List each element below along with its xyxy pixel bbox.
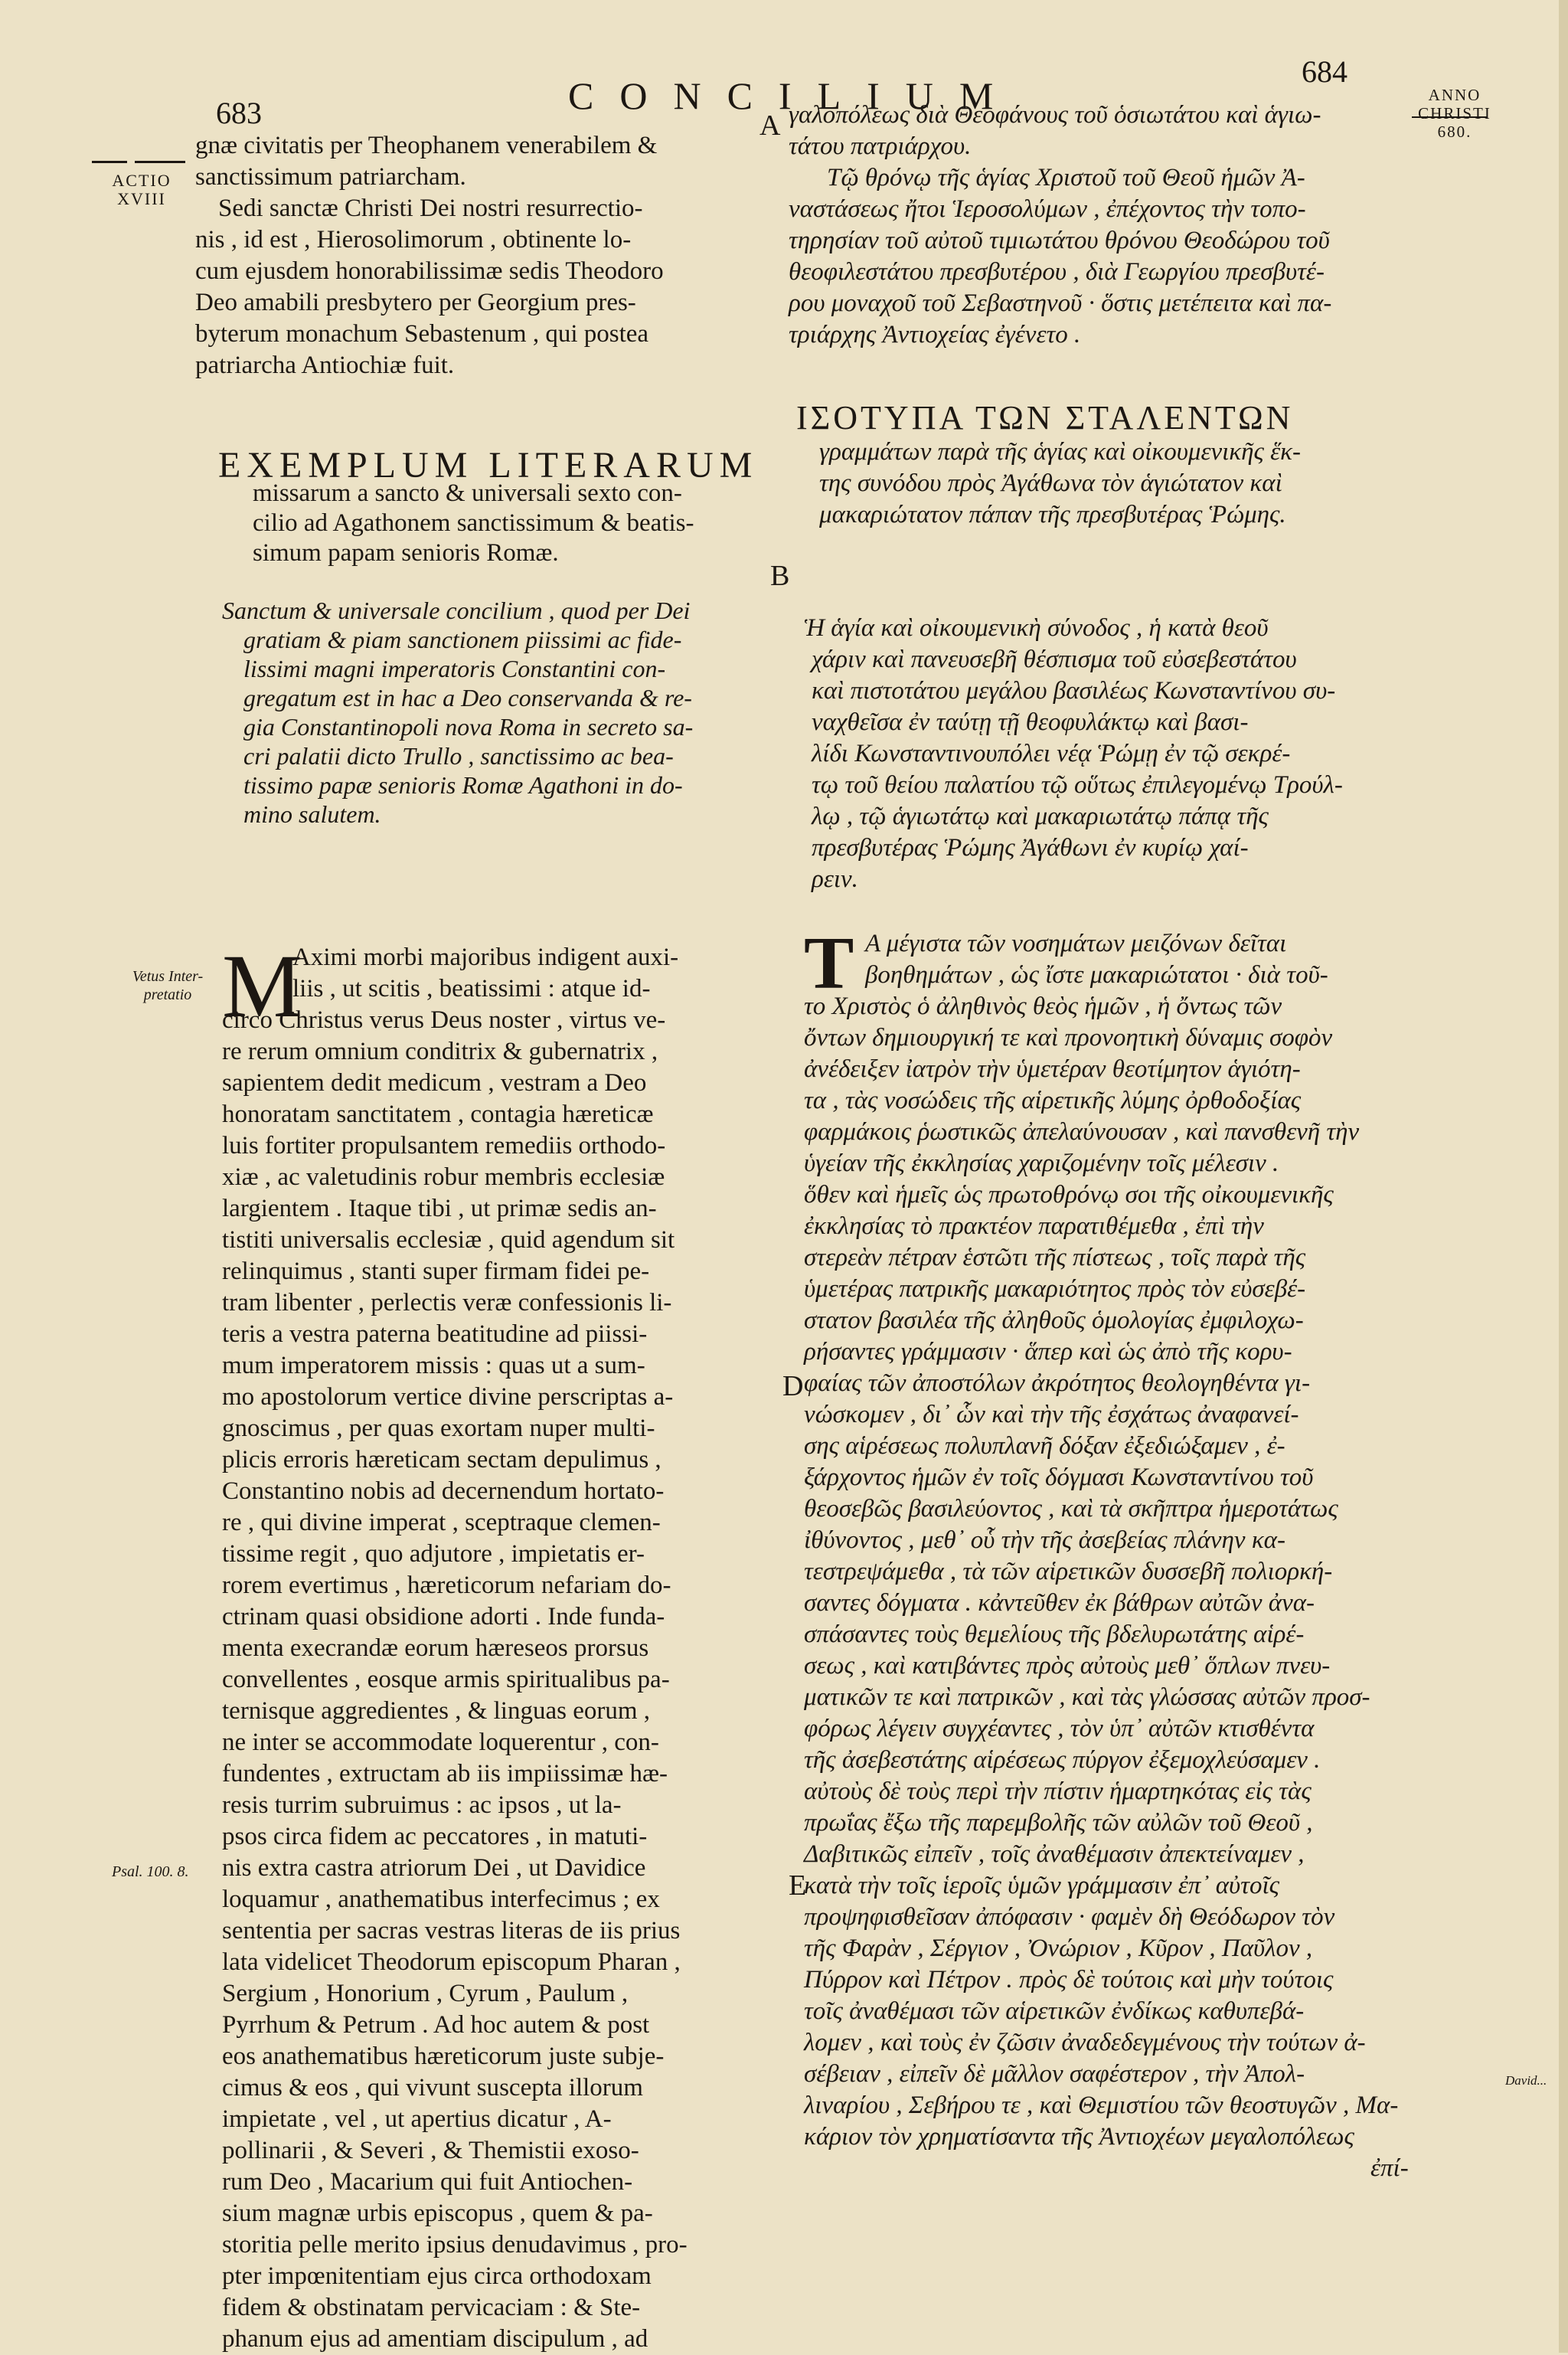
greek-line: στατον βασιλέα τῆς ἀληθοῦς ὁμολογίας ἐμφιλοχω- <box>804 1307 1304 1334</box>
latin-sub-line: cilio ad Agathonem sanctissimum & beatis- <box>253 509 694 537</box>
running-title: CONCILIUM <box>568 74 1020 117</box>
greek-heading-sub <box>819 437 1301 531</box>
greek-line: φαρμάκοις ῥωστικῶς ἀπελαύνουσαν , καὶ πανσθενῆ τὴν <box>804 1118 1360 1146</box>
latin-line: lata videlicet Theodorum episcopum Pharan , <box>222 1948 681 1976</box>
greek-line: λιναρίου , Σεβήρου τε , καὶ Θεμιστίου τῶν θεοστυγῶν , Μα- <box>804 2092 1399 2119</box>
greek-line: το Χριστὸς ὁ ἀληθινὸς θεὸς ἡμῶν , ἡ ὄντως τῶν <box>804 993 1282 1020</box>
greek-line: σπάσαντες τοὺς θεμελίους τῆς βδελυρωτάτης αἱρέ- <box>804 1621 1305 1648</box>
greek-top-block <box>789 100 1331 351</box>
actio-text: ACTIO <box>112 171 172 190</box>
latin-line: sapientem dedit medicum , vestram a Deo <box>222 1069 647 1097</box>
latin-line: impietate , vel , ut apertius dicatur , A- <box>222 2105 612 2133</box>
latin-line: honoratam sanctitatem , contagia hæreticæ <box>222 1101 654 1128</box>
christi-text: CHRISTI <box>1418 104 1491 123</box>
rule-left-1 <box>92 161 127 163</box>
vetus-line-2: pretatio <box>143 986 192 1003</box>
latin-top-line: Sedi sanctæ Christi Dei nostri resurrectio- <box>218 195 643 222</box>
latin-line: convellentes , eosque armis spiritualibus pa- <box>222 1666 670 1693</box>
greek-line: πρωΐας ἔξω τῆς παρεμβολῆς τῶν αὐλῶν τοῦ Θεοῦ , <box>804 1809 1313 1837</box>
latin-salut-line: gia Constantinopoli nova Roma in secreto sa- <box>243 713 694 741</box>
greek-top-line: Τῷ θρόνῳ τῆς ἁγίας Χριστοῦ τοῦ Θεοῦ ἡμῶν Ἀ- <box>827 164 1305 191</box>
greek-top-line: τριάρχης Ἀντιοχείας ἐγένετο . <box>789 321 1081 348</box>
greek-line: τα , τὰς νοσώδεις τῆς αἱρετικῆς λύμης ὀρθοδοξίας <box>804 1087 1302 1114</box>
greek-salut-line: ναχθεῖσα ἐν ταύτῃ τῇ θεοφυλάκτῳ καὶ βασι- <box>812 708 1249 736</box>
latin-line: loquamur , anathematibus interfecimus ; ex <box>222 1886 660 1913</box>
greek-line: στερεὰν πέτραν ἑστῶτι τῆς πίστεως , τοῖς παρὰ τῆς <box>804 1244 1306 1271</box>
binding-edge <box>1559 0 1568 2353</box>
latin-top-line: nis , id est , Hierosolimorum , obtinente lo- <box>195 226 632 253</box>
latin-top-line: gnæ civitatis per Theophanem venerabilem & <box>195 132 658 159</box>
latin-line: Constantino nobis ad decernendum hortato- <box>222 1477 665 1505</box>
latin-line: pollinarii , & Severi , & Themistii exoso- <box>222 2137 639 2164</box>
greek-salutation <box>804 613 1343 895</box>
greek-line: σαντες δόγματα . κἀντεῦθεν ἐκ βάθρων αὐτῶν ἀνα- <box>804 1589 1315 1617</box>
greek-top-line: τηρησίαν τοῦ αὐτοῦ τιμιωτάτου θρόνου Θεοδώρου τοῦ <box>789 227 1330 254</box>
latin-line: menta execrandæ eorum hæreseos prorsus <box>222 1634 649 1662</box>
greek-salut-line: ρειν. <box>812 865 858 893</box>
latin-line: largientem . Itaque tibi , ut primæ sedis an- <box>222 1195 657 1222</box>
greek-line: τῆς ἀσεβεστάτης αἱρέσεως πύργον ἐξεμοχλεύσαμεν . <box>804 1746 1321 1774</box>
section-letter-e: E <box>789 1869 807 1902</box>
greek-line: Α μέγιστα τῶν νοσημάτων μειζόνων δεῖται <box>865 930 1287 957</box>
latin-line: fidem & obstinatam pervicaciam : & Ste- <box>222 2294 641 2321</box>
latin-line: nis extra castra atriorum Dei , ut Davidice <box>222 1854 646 1882</box>
year-text: 680. <box>1437 123 1472 141</box>
greek-line: ὑμετέρας πατρικῆς μακαριότητος πρὸς τὸν εὐσεβέ- <box>804 1275 1306 1303</box>
latin-line: resis turrim subruimus : ac ipsos , ut la- <box>222 1791 622 1819</box>
latin-line: gnoscimus , per quas exortam nuper multi- <box>222 1415 655 1442</box>
greek-top-line: τάτου πατριάρχου. <box>789 132 972 160</box>
latin-line: teris a vestra paterna beatitudine ad piissi- <box>222 1320 648 1348</box>
latin-top-block <box>195 130 664 381</box>
greek-sub-line: της συνόδου πρὸς Ἀγάθωνα τὸν ἁγιώτατον καὶ <box>819 469 1282 497</box>
latin-line: psos circa fidem ac peccatores , in matuti- <box>222 1823 648 1850</box>
section-letter-a: A <box>760 110 781 142</box>
latin-sub-line: missarum a sancto & universali sexto con- <box>253 479 682 507</box>
latin-line: relinquimus , stanti super firmam fidei pe- <box>222 1258 650 1285</box>
greek-salut-line: καὶ πιστοτάτου μεγάλου βασιλέως Κωνσταντίνου συ- <box>812 677 1336 705</box>
latin-drop-cap: M <box>222 936 302 1036</box>
greek-top-line: γαλοπόλεως διὰ Θεοφάνους τοῦ ὁσιωτάτου καὶ ἁγιω- <box>789 101 1321 129</box>
latin-line: tram libenter , perlectis veræ confessionis li- <box>222 1289 672 1317</box>
latin-line: sium magnæ urbis episcopus , quem & pa- <box>222 2200 653 2227</box>
latin-line: Aximi morbi majoribus indigent auxi- <box>292 944 679 971</box>
greek-line: ξάρχοντος ἡμῶν ἐν τοῖς δόγμασι Κωνσταντίνου τοῦ <box>804 1464 1314 1491</box>
latin-main-text <box>222 936 688 2355</box>
greek-line: αὐτοὺς δὲ τοὺς περὶ τὴν πίστιν ἡμαρτηκότας εἰς τὰς <box>804 1778 1312 1805</box>
greek-line: σέβειαν , εἰπεῖν δὲ μᾶλλον σαφέστερον , τὴν Ἀπολ- <box>804 2060 1305 2088</box>
greek-top-line: θεοφιλεστάτου πρεσβυτέρου , διὰ Γεωργίου πρεσβυτέ- <box>789 258 1325 286</box>
greek-line: Δαβιτικῶς εἰπεῖν , τοῖς ἀναθέμασιν ἀπεκτείναμεν , <box>804 1840 1305 1868</box>
greek-salut-line: λίδι Κωνσταντινουπόλει νέᾳ Ῥώμῃ ἐν τῷ σεκρέ- <box>812 740 1291 767</box>
latin-salut-line: cri palatii dicto Trullo , sanctissimo ac bea- <box>243 742 674 770</box>
latin-line: storitia pelle merito ipsius denudavimus , pro- <box>222 2231 688 2259</box>
page-number-right: 684 <box>1302 54 1348 89</box>
section-letter-d: D <box>782 1370 804 1402</box>
latin-line: xiæ , ac valetudinis robur membris ecclesiæ <box>222 1163 665 1191</box>
latin-salut-line: gratiam & piam sanctionem piissimi ac fide- <box>243 626 682 653</box>
greek-line: ὑγείαν τῆς ἐκκλησίας χαριζομένην τοῖς μέλεσιν . <box>804 1150 1279 1177</box>
greek-line: ὅθεν καὶ ἡμεῖς ὡς πρωτοθρόνῳ σοι τῆς οἰκουμενικῆς <box>804 1181 1334 1209</box>
greek-line: νώσκομεν , δι᾽ ὧν καὶ τὴν τῆς ἐσχάτως ἀναφανεί- <box>804 1401 1299 1428</box>
anno-text: ANNO <box>1428 86 1481 104</box>
latin-line: fundentes , extructam ab iis impiissimæ hæ- <box>222 1760 668 1788</box>
greek-main-text <box>804 922 1409 2184</box>
psalm-reference: Psal. 100. 8. <box>112 1863 189 1880</box>
greek-line: σεως , καὶ κατιβάντες πρὸς αὐτοὺς μεθ᾽ ὅπλων πνευ- <box>804 1652 1331 1680</box>
page-number-left: 683 <box>216 96 262 130</box>
latin-salut-line: gregatum est in hac a Deo conservanda & re- <box>243 684 692 711</box>
latin-line: Pyrrhum & Petrum . Ad hoc autem & post <box>222 2011 650 2039</box>
greek-line: ὄντων δημιουργική τε καὶ προνοητικὴ δύναμις σοφὸν <box>804 1024 1333 1052</box>
latin-top-line: Deo amabili presbytero per Georgium pres- <box>195 289 636 316</box>
greek-line: ρήσαντες γράμμασιν · ἅπερ καὶ ὡς ἀπὸ τῆς κορυ- <box>804 1338 1292 1366</box>
greek-line: κατὰ τὴν τοῖς ἱεροῖς ὑμῶν γράμμασιν ἐπ᾽ αὐτοῖς <box>804 1872 1280 1899</box>
latin-top-line: byterum monachum Sebastenum , qui postea <box>195 320 649 348</box>
greek-line: Πύρρον καὶ Πέτρον . πρὸς δὲ τούτοις καὶ μὴν τούτοις <box>804 1966 1334 1994</box>
latin-line: ctrinam quasi obsidione adorti . Inde funda- <box>222 1603 665 1631</box>
actio-number: XVIII <box>117 189 166 208</box>
latin-line: mo apostolorum vertice divine perscriptas a- <box>222 1383 674 1411</box>
latin-line: luis fortiter propulsantem remediis orthodo- <box>222 1132 666 1160</box>
latin-line: plicis erroris hæreticam sectam depulimus , <box>222 1446 662 1474</box>
latin-line: re , qui divine imperat , sceptraque clemen- <box>222 1509 661 1536</box>
latin-salut-line: mino salutem. <box>243 800 381 828</box>
latin-line: circo Christus verus Deus noster , virtus ve- <box>222 1006 666 1034</box>
greek-line: βοηθημάτων , ὡς ἴστε μακαριώτατοι · διὰ τοῦ- <box>865 961 1328 989</box>
davidice-note: David... <box>1505 2073 1547 2088</box>
latin-line: liis , ut scitis , beatissimi : atque id- <box>292 975 651 1003</box>
greek-top-line: ναστάσεως ἤτοι Ἱεροσολύμων , ἐπέχοντος τὴν τοπο- <box>789 195 1306 223</box>
greek-drop-cap: Τ <box>804 922 854 1005</box>
latin-salut-line: lissimi magni imperatoris Constantini con- <box>243 655 666 682</box>
greek-sub-line: μακαριώτατον πάπαν τῆς πρεσβυτέρας Ῥώμης. <box>819 501 1286 528</box>
actio-label <box>90 172 193 208</box>
greek-line: φαίας τῶν ἀποστόλων ἀκρότητος θεολογηθέντα γι- <box>804 1369 1311 1397</box>
greek-line: προψηφισθεῖσαν ἀπόφασιν · φαμὲν δὴ Θεόδωρον τὸν <box>804 1903 1335 1931</box>
latin-salut-line: Sanctum & universale concilium , quod per Dei <box>222 597 691 624</box>
latin-line: cimus & eos , qui vivunt suscepta illorum <box>222 2074 643 2102</box>
latin-top-line: sanctissimum patriarcham. <box>195 163 466 191</box>
latin-line: ne inter se accommodate loquerentur , con- <box>222 1729 659 1756</box>
greek-line: σης αἱρέσεως πολυπλανῆ δόξαν ἐξεδιώξαμεν , ἐ- <box>804 1432 1285 1460</box>
greek-line: λομεν , καὶ τοὺς ἐν ζῶσιν ἀναδεδεγμένους τὴν τούτων ἀ- <box>804 2029 1366 2056</box>
latin-top-line: cum ejusdem honorabilissimæ sedis Theodoro <box>195 257 664 285</box>
greek-line: θεοσεβῶς βασιλεύοντος , καὶ τὰ σκῆπτρα ἡμεροτάτως <box>804 1495 1338 1523</box>
greek-line: κάριον τὸν χρηματίσαντα τῆς Ἀντιοχέων μεγαλοπόλεως <box>804 2123 1354 2151</box>
latin-line: rum Deo , Macarium qui fuit Antiochen- <box>222 2168 633 2196</box>
latin-heading: EXEMPLUM LITERARUM <box>218 445 759 486</box>
rule-right <box>1412 116 1487 118</box>
greek-salut-line: τῳ τοῦ θείου παλατίου τῷ οὕτως ἐπιλεγομένῳ Τρούλ- <box>812 771 1343 799</box>
latin-salut-line: tissimo papæ senioris Romæ Agathoni in do- <box>243 771 683 799</box>
greek-salut-line: πρεσβυτέρας Ῥώμης Ἀγάθωνι ἐν κυρίῳ χαί- <box>812 834 1249 862</box>
latin-sub-line: simum papam senioris Romæ. <box>253 539 559 567</box>
vetus-interpretatio-note <box>103 967 233 1004</box>
greek-top-line: ρου μοναχοῦ τοῦ Σεβαστηνοῦ · ὅστις μετέπειτα καὶ πα- <box>789 289 1332 317</box>
latin-line: sententia per sacras vestras literas de iis prius <box>222 1917 681 1945</box>
latin-line: rorem evertimus , hæreticorum nefariam do- <box>222 1572 671 1599</box>
latin-line: ternisque aggredientes , & linguas eorum , <box>222 1697 651 1725</box>
greek-line: ἀνέδειξεν ἰατρὸν τὴν ὑμετέραν θεοτίμητον ἁγιότη- <box>804 1055 1301 1083</box>
greek-line: τῆς Φαρὰν , Σέργιον , Ὀνώριον , Κῦρον , Παῦλον , <box>804 1935 1313 1962</box>
greek-line: ματικῶν τε καὶ πατρικῶν , καὶ τὰς γλώσσας αὐτῶν προσ- <box>804 1683 1370 1711</box>
greek-line: τοῖς ἀναθέμασι τῶν αἱρετικῶν ἐνδίκως καθυπεβά- <box>804 1997 1305 2025</box>
latin-line: tissime regit , quo adjutore , impietatis er- <box>222 1540 645 1568</box>
section-letter-b: B <box>770 560 790 592</box>
latin-line: phanum ejus ad amentiam discipulum , ad <box>222 2325 648 2353</box>
greek-line: τεστρεψάμεθα , τὰ τῶν αἱρετικῶν δυσσεβῆ πολιορκή- <box>804 1558 1333 1585</box>
latin-line: re rerum omnium conditrix & gubernatrix , <box>222 1038 658 1065</box>
latin-line: eos anathematibus hæreticorum juste subje- <box>222 2043 665 2070</box>
latin-salutation <box>222 596 693 829</box>
latin-top-line: patriarcha Antiochiæ fuit. <box>195 352 455 379</box>
greek-salut-line: χάριν καὶ πανευσεβῆ θέσπισμα τοῦ εὐσεβεστάτου <box>812 646 1297 673</box>
anno-christi-label <box>1409 86 1501 141</box>
greek-line: ἰθύνοντος , μεθ᾽ οὗ τὴν τῆς ἀσεβείας πλάνην κα- <box>804 1526 1285 1554</box>
vetus-line-1: Vetus Inter- <box>132 968 204 985</box>
greek-line: ἐπί- <box>1370 2154 1409 2182</box>
latin-line: Sergium , Honorium , Cyrum , Paulum , <box>222 1980 629 2007</box>
greek-salut-line: λῳ , τῷ ἁγιωτάτῳ καὶ μακαριωτάτῳ πάπᾳ τῆς <box>812 803 1269 830</box>
greek-heading: ΙΣΟΤΥΠΑ ΤΩΝ ΣΤΑΛΕΝΤΩΝ <box>796 399 1294 437</box>
greek-line: φόρως λέγειν συγχέαντες , τὸν ὑπ᾽ αὐτῶν κτισθέντα <box>804 1715 1315 1742</box>
latin-line: pter impœnitentiam ejus circa orthodoxam <box>222 2262 652 2290</box>
rule-left-2 <box>135 161 185 163</box>
latin-heading-sub <box>253 479 694 568</box>
greek-line: ἐκκλησίας τὸ πρακτέον παρατιθέμεθα , ἐπὶ τὴν <box>804 1212 1264 1240</box>
greek-sub-line: γραμμάτων παρὰ τῆς ἁγίας καὶ οἰκουμενικῆς ἕκ- <box>819 438 1301 466</box>
latin-line: mum imperatorem missis : quas ut a sum- <box>222 1352 645 1379</box>
latin-line: tistiti universalis ecclesiæ , quid agendum sit <box>222 1226 675 1254</box>
greek-salut-line: Ἡ ἁγία καὶ οἰκουμενικὴ σύνοδος , ἡ κατὰ θεοῦ <box>804 614 1269 642</box>
